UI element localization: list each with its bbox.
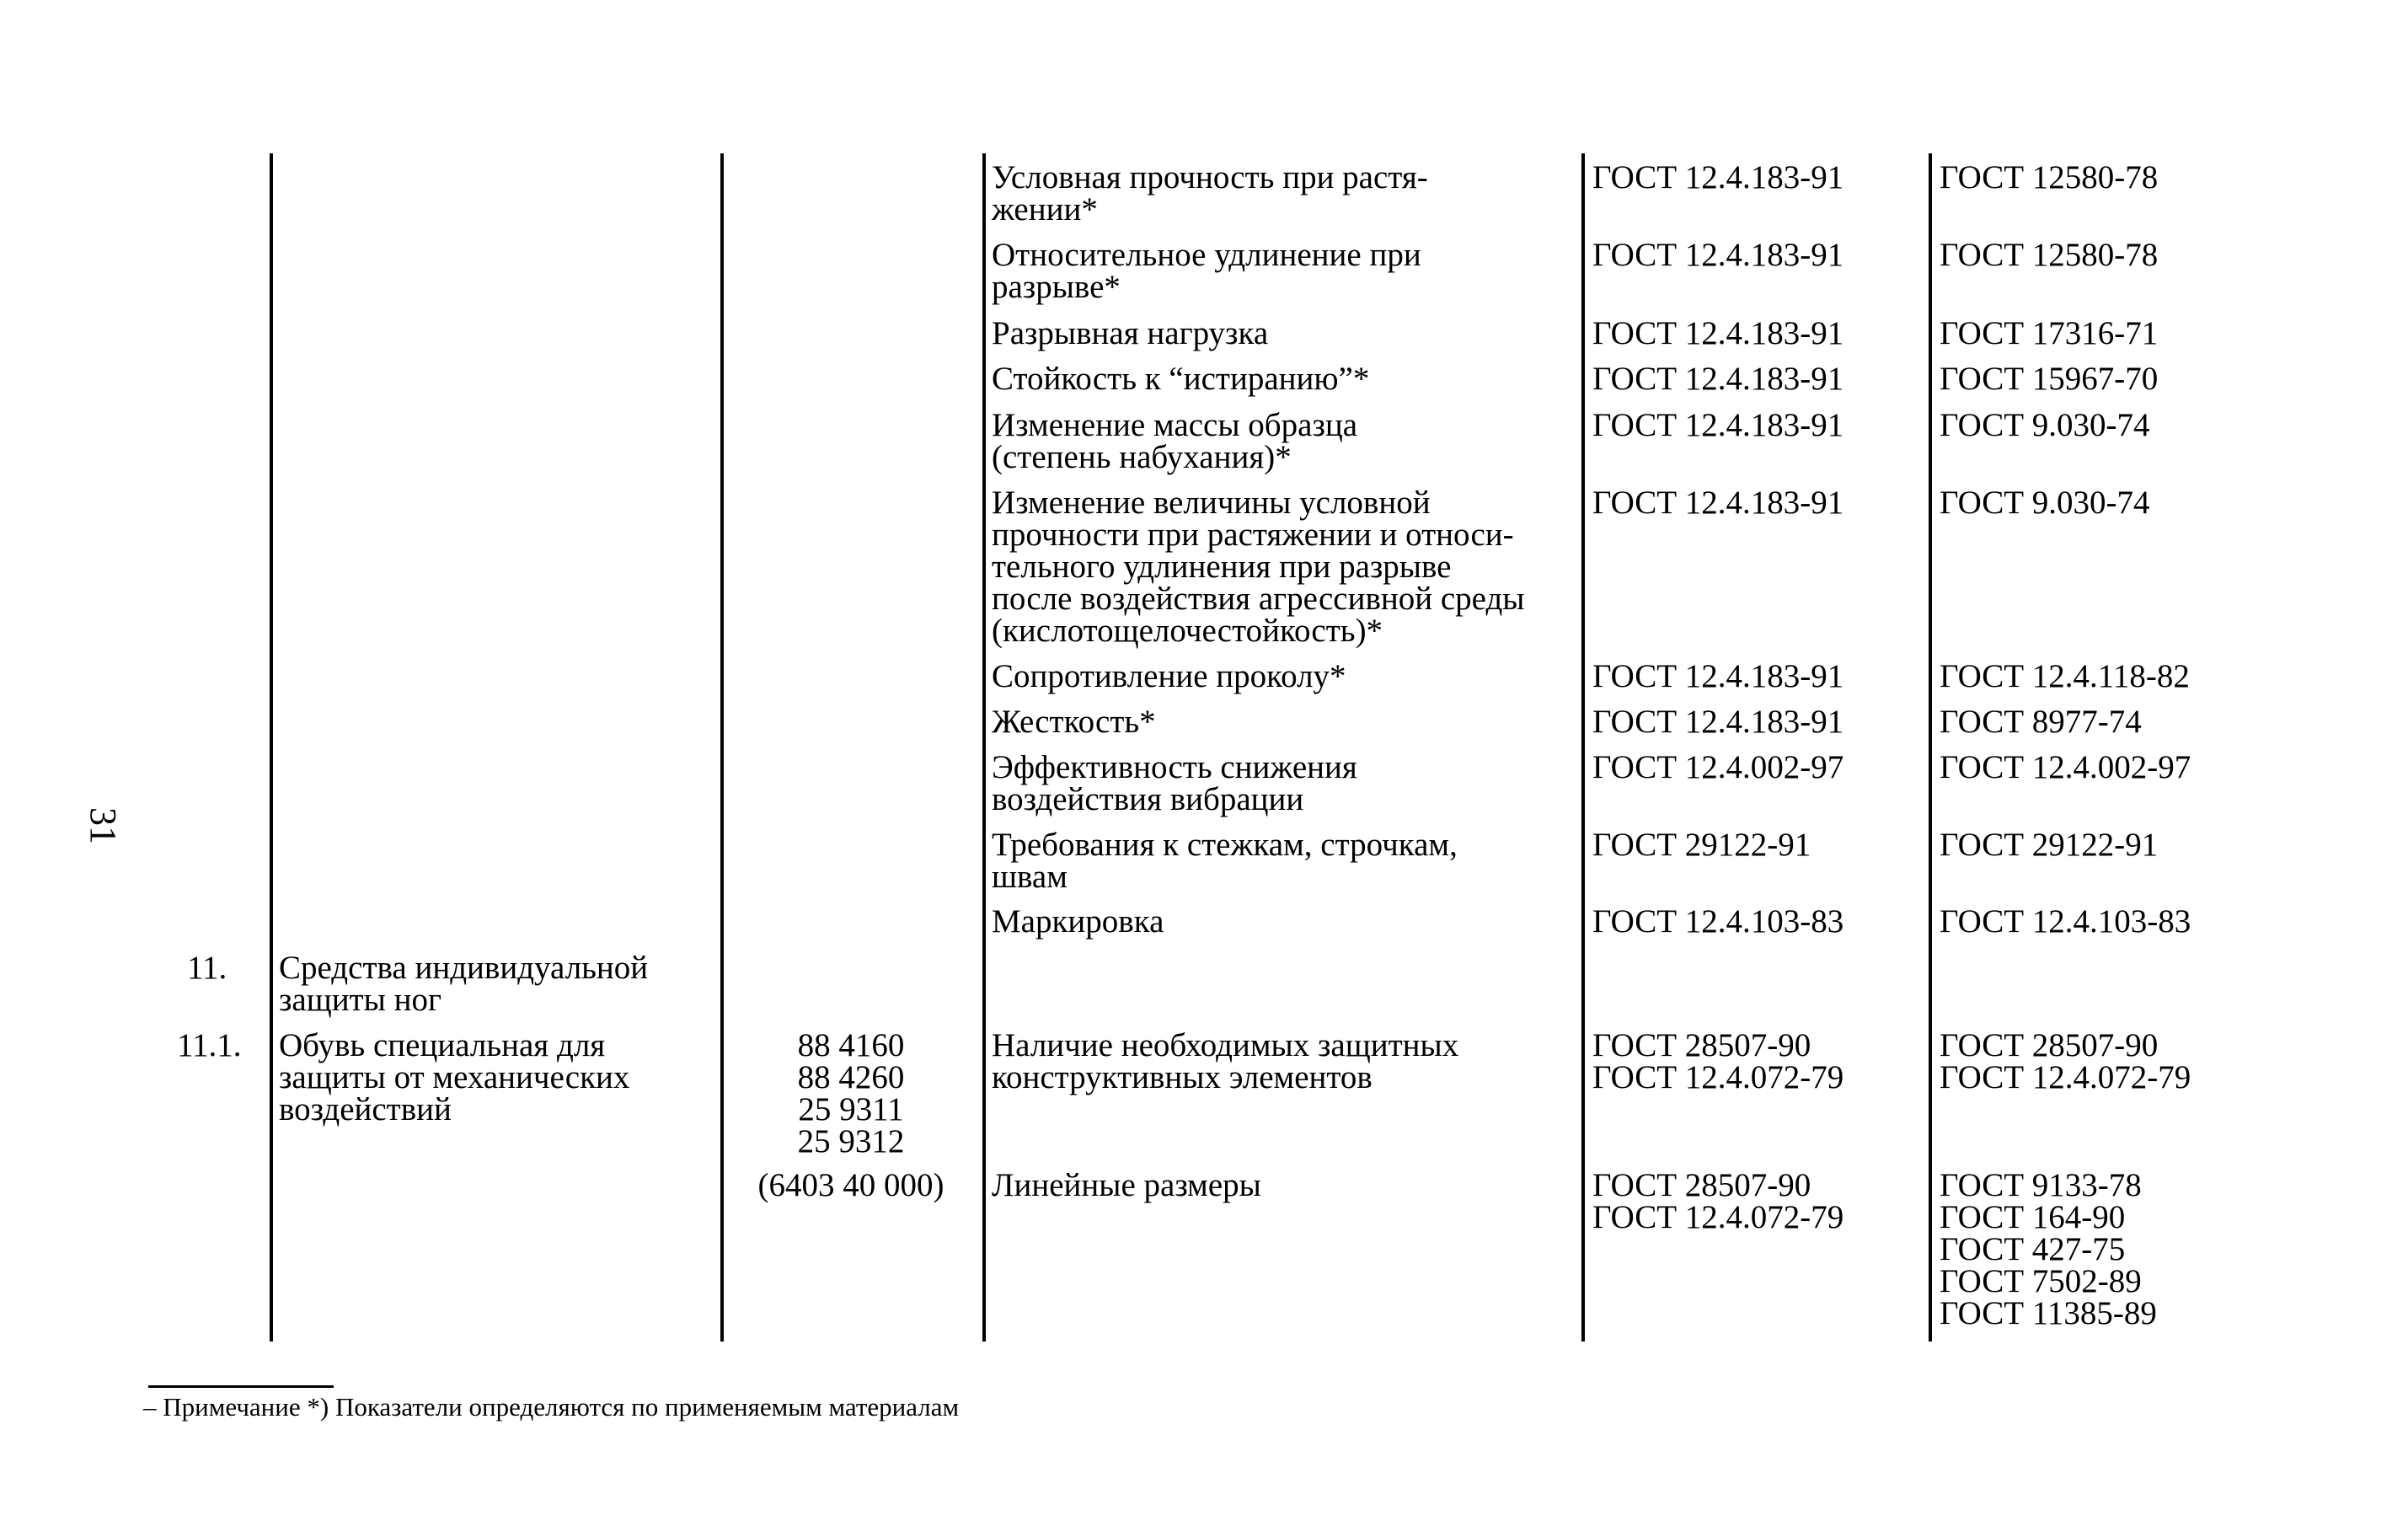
indicator-cell: Эффективность снижения воздействия вибрации	[992, 749, 1357, 817]
column-rule	[982, 153, 986, 1342]
method-doc-cell: ГОСТ 12.4.002-97	[1592, 749, 1844, 785]
indicator-cell: Разрывная нагрузка	[992, 315, 1269, 351]
page-number: 31	[83, 807, 124, 844]
indicator-cell: Жесткость*	[992, 704, 1156, 740]
test-doc-cell: ГОСТ 12580-78	[1940, 237, 2159, 273]
test-doc-cell: ГОСТ 29122-91	[1940, 827, 2159, 863]
product-code-cell: (6403 40 000)	[757, 1167, 944, 1203]
product-cell: Средства индивидуальной защиты ног	[279, 950, 649, 1018]
method-doc-cell: ГОСТ 12.4.183-91	[1592, 407, 1844, 443]
test-doc-cell: ГОСТ 9133-78 ГОСТ 164-90 ГОСТ 427-75 ГОСТ 7502-89 ГОСТ 11385-89	[1940, 1167, 2157, 1331]
indicator-cell: Условная прочность при растя- жении*	[992, 159, 1428, 228]
indicator-cell: Линейные размеры	[992, 1167, 1261, 1203]
method-doc-cell: ГОСТ 12.4.103-83	[1592, 903, 1844, 940]
test-doc-cell: ГОСТ 28507-90 ГОСТ 12.4.072-79	[1940, 1027, 2191, 1095]
product-cell: Обувь специальная для защиты от механических воздействий	[279, 1027, 630, 1127]
column-rule	[1929, 153, 1932, 1342]
method-doc-cell: ГОСТ 12.4.183-91	[1592, 315, 1844, 351]
test-doc-cell: ГОСТ 12.4.002-97	[1940, 749, 2191, 785]
indicator-cell: Относительное удлинение при разрыве*	[992, 237, 1421, 305]
column-rule	[720, 153, 724, 1342]
indicator-cell: Изменение величины условной прочности при растяжении и относи- тельного удлинения при разрыве после воздействия агрессивной среды (кислотощелочестойкость)*	[992, 485, 1525, 649]
test-doc-cell: ГОСТ 17316-71	[1940, 315, 2159, 351]
footnote-rule	[148, 1385, 334, 1388]
method-doc-cell: ГОСТ 28507-90 ГОСТ 12.4.072-79	[1592, 1027, 1844, 1095]
test-doc-cell: ГОСТ 12.4.118-82	[1940, 658, 2190, 694]
method-doc-cell: ГОСТ 12.4.183-91	[1592, 237, 1844, 273]
column-rule	[1581, 153, 1585, 1342]
method-doc-cell: ГОСТ 12.4.183-91	[1592, 658, 1844, 694]
method-doc-cell: ГОСТ 12.4.183-91	[1592, 704, 1844, 740]
test-doc-cell: ГОСТ 12580-78	[1940, 159, 2159, 195]
indicator-cell: Маркировка	[992, 903, 1164, 940]
test-doc-cell: ГОСТ 15967-70	[1940, 361, 2159, 397]
test-doc-cell: ГОСТ 9.030-74	[1940, 407, 2150, 443]
test-doc-cell: ГОСТ 8977-74	[1940, 704, 2142, 740]
test-doc-cell: ГОСТ 12.4.103-83	[1940, 903, 2191, 940]
product-code-cell: 88 4160 88 4260 25 9311 25 9312	[797, 1027, 905, 1159]
indicator-cell: Требования к стежкам, строчкам, швам	[992, 827, 1458, 895]
test-doc-cell: ГОСТ 9.030-74	[1940, 485, 2150, 521]
method-doc-cell: ГОСТ 12.4.183-91	[1592, 361, 1844, 397]
method-doc-cell: ГОСТ 29122-91	[1592, 827, 1811, 863]
indicator-cell: Изменение массы образца (степень набухания)*	[992, 407, 1358, 475]
column-rule	[270, 153, 273, 1342]
method-doc-cell: ГОСТ 28507-90 ГОСТ 12.4.072-79	[1592, 1167, 1844, 1235]
indicator-cell: Стойкость к “истиранию”*	[992, 361, 1370, 397]
item-number: 11.	[187, 950, 227, 986]
item-number: 11.1.	[177, 1027, 242, 1063]
indicator-cell: Наличие необходимых защитных конструктивных элементов	[992, 1027, 1459, 1095]
method-doc-cell: ГОСТ 12.4.183-91	[1592, 159, 1844, 195]
indicator-cell: Сопротивление проколу*	[992, 658, 1346, 694]
footnote: – Примечание *) Показатели определяются по применяемым материалам	[143, 1392, 960, 1422]
method-doc-cell: ГОСТ 12.4.183-91	[1592, 485, 1844, 521]
